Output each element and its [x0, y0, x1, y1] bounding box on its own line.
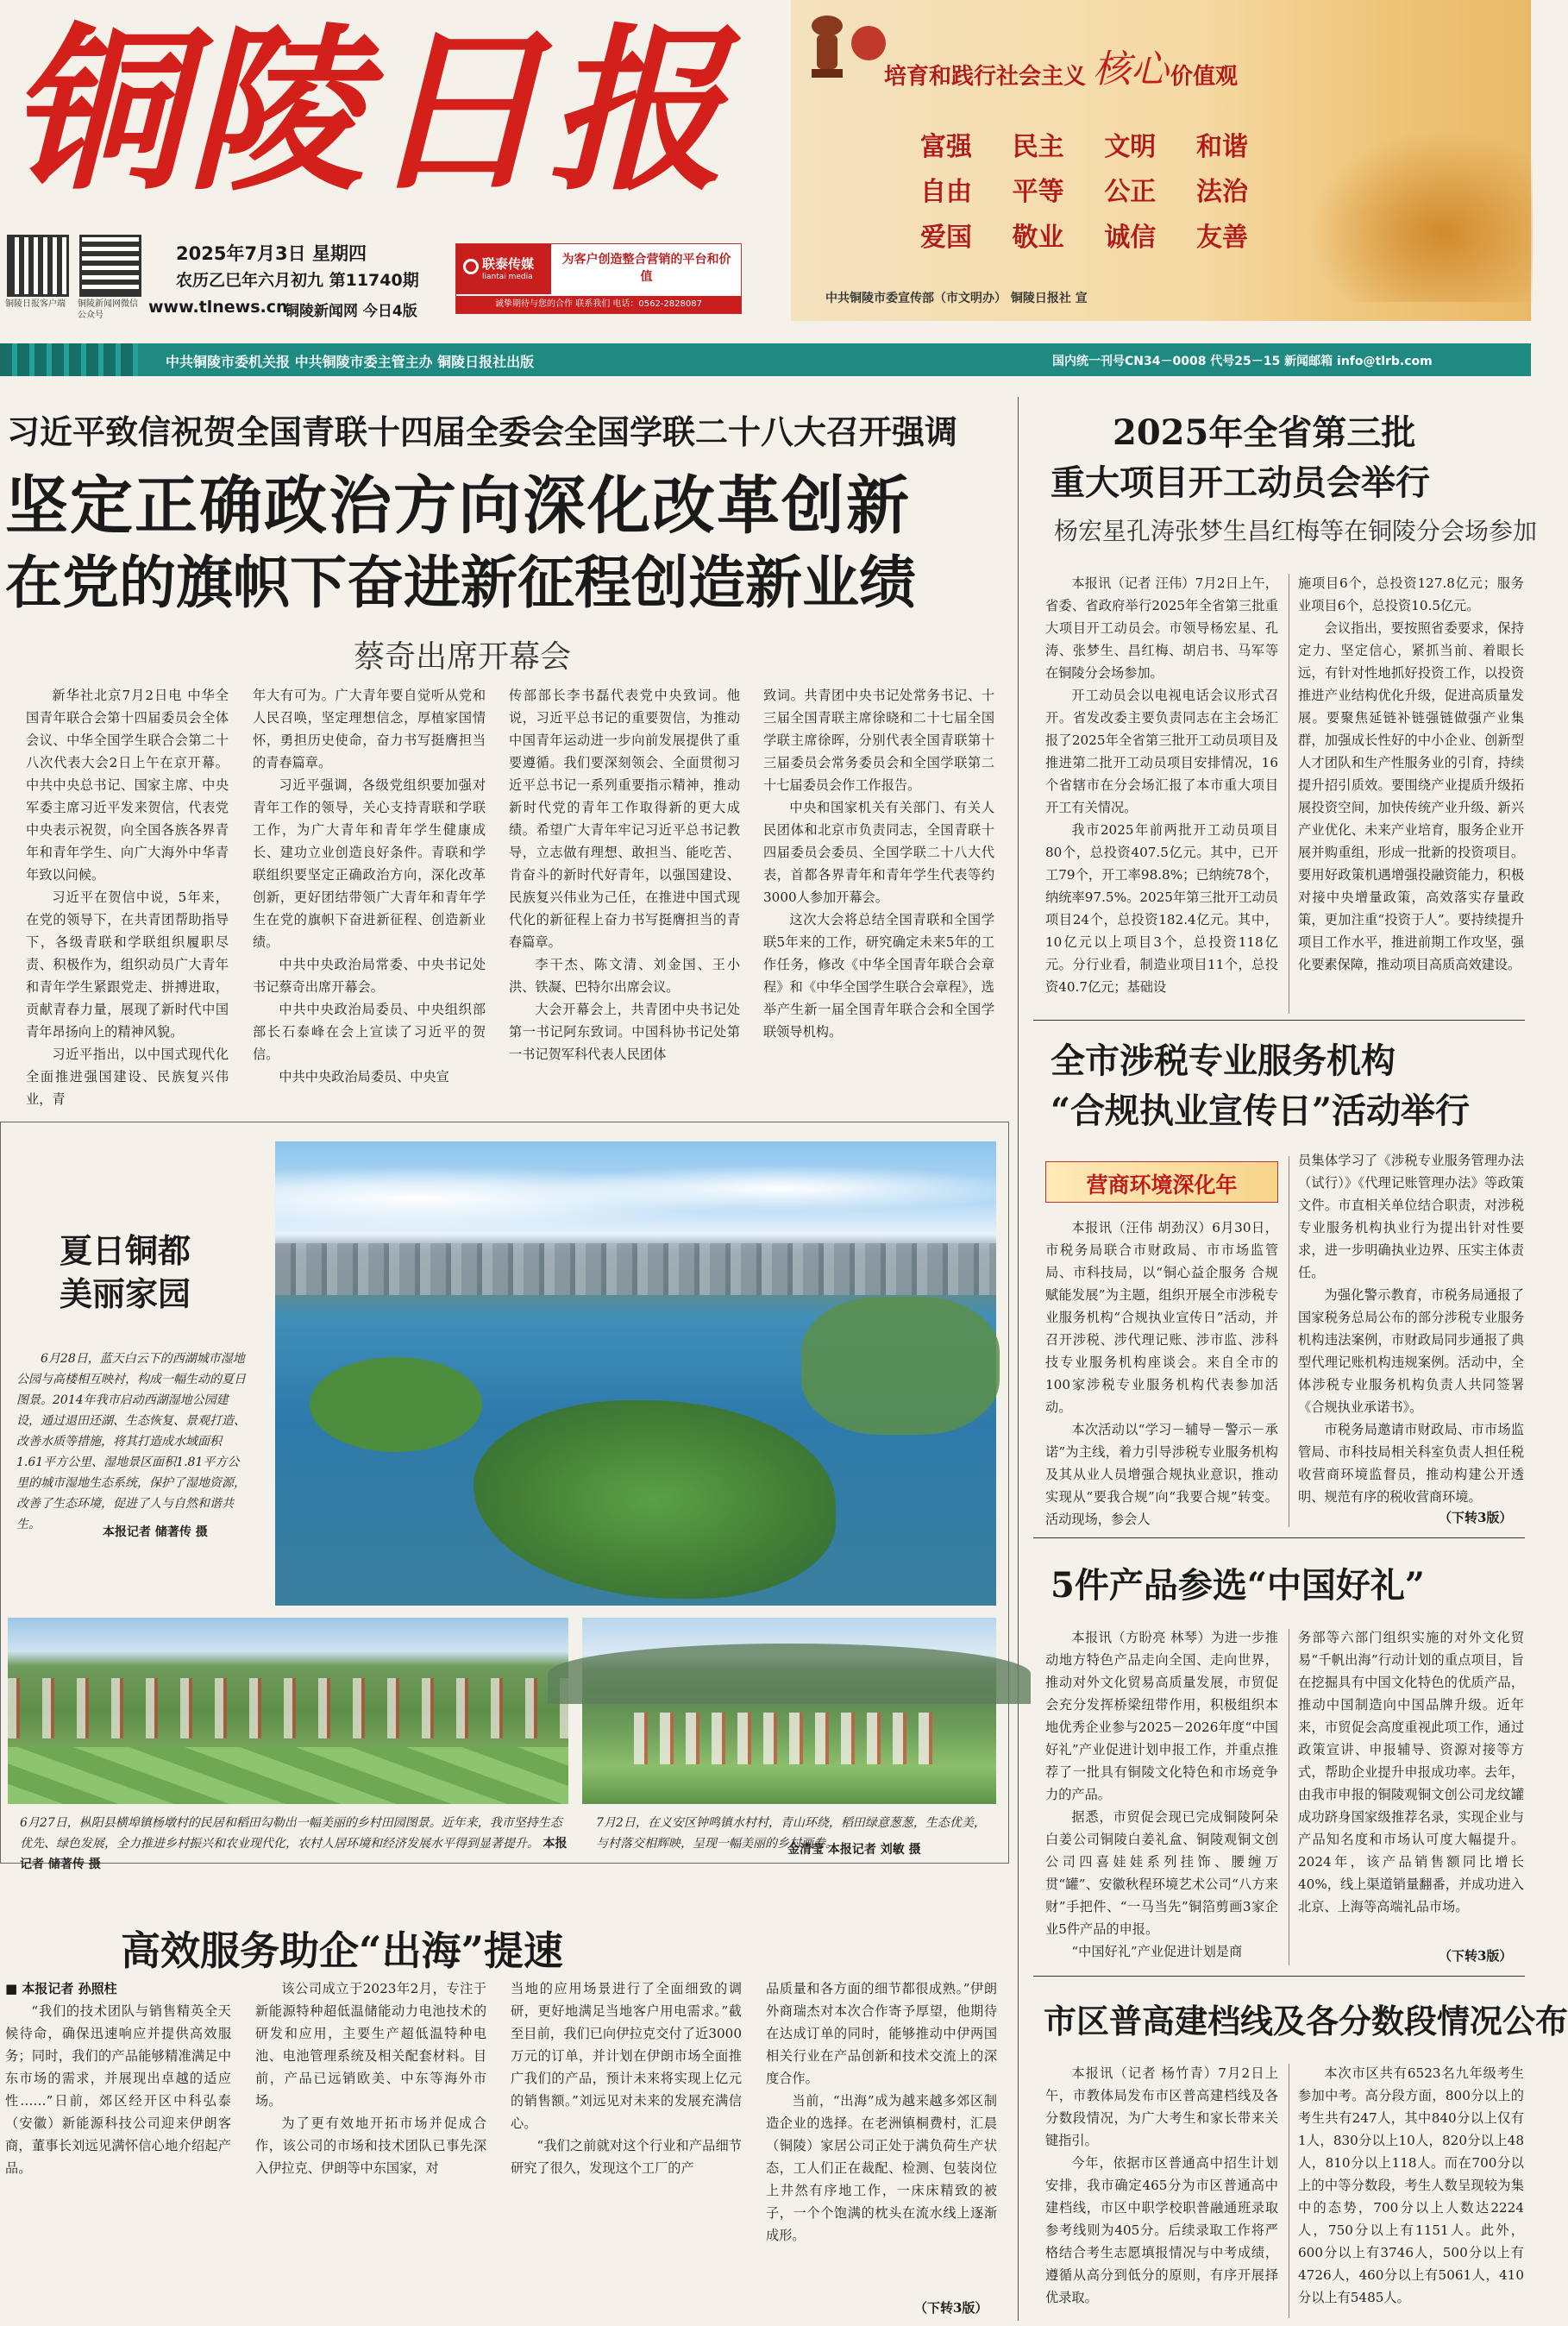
lead-p5: 习近平强调，各级党组织要加强对青年工作的领导，关心支持青联和学联工作，为广大青年和青年学生健康成长、建功立业创造良好条件。青联和学联组织要坚定正确政治方向，深化改革创新，更好团结带领广大青年和青年学生在党的旗帜下奋进新征程、创造新业绩。 — [253, 777, 486, 950]
ad-slogan: 为客户创造整合营销的平台和价值 — [561, 253, 731, 284]
website-suffix: 铜陵新闻网 今日4版 — [285, 303, 417, 320]
lead-p8: 中共中央政治局委员、中央宣 — [279, 1069, 449, 1084]
wetland-island-shape — [474, 1400, 836, 1599]
export-byline: ■ 本报记者 孙照柱 — [5, 1981, 117, 1996]
banner-title-a: 培育和践行社会主义 — [884, 64, 1087, 90]
exam-p3: 本次市区共有6523名九年级考生参加中考。高分段方面，800分以上的考生共有247人，其中840分以上仅有1人，830分以上10人，820分以上48人，810分以上118人。而在700分以上的中等分数段，考生人数呈现较为集中的态势，700分以上人数达2224人，750分以上有1151人。此外，600分以上有3746人，500分以上有4726人，460分以上有5061人，410分以上有5485人。 — [1298, 2065, 1524, 2305]
rural-photo-2-caption: 7月2日，在义安区钟鸣镇水村村，青山环绕，稻田绿意葱葱，生态优美，与村落交相辉映，呈现一幅美丽的乡村画卷。 — [596, 1816, 986, 1851]
project-p3: 我市2025年前两批开工动员项目80个，总投资407.5亿元。其中，已开工79个，开工率98.8%；已纳统78个，纳统率97.5%。2025年第三批开工动员项目24个，总投资182.4亿元。其中，10亿元以上项目3个，总投资118亿元。分行业看，制造业项目11个，总投资40.7亿元；基础设 — [1045, 822, 1278, 995]
banner-title-c: 价值观 — [1170, 64, 1239, 90]
hills-shape — [548, 1644, 1031, 1704]
project-p5: 会议指出，要按照省委要求，保持定力、坚定信心，紧抓当前、着眼长远，有针对性地抓好投资工作，以投资推进产业结构优化升级，促进高质量发展。要聚焦延链补链强链做强产业集群，加强成长性好的中小企业、创新型人才团队和生产性服务业的引育，持续提升招引质效。要围绕产业提质升级拓展投资空间，加快传统产业升级、新兴产业优化、未来产业培育，服务企业开展并购重组，形成一批新的投资项目。要用好政策机遇增强投融资能力，积极对接中央增量政策，高效落实存量政策，更加注重“投资于人”。要持续提升项目工作水平，推进前期工作攻坚，强化要素保障，推动项目高质高效建设。 — [1298, 620, 1524, 972]
rural-photo-2-credit: 金清莹 本报记者 刘敏 摄 — [787, 1843, 921, 1857]
tax-p2: 本次活动以“学习－辅导－警示－承诺”为主线，着力引导涉税专业服务机构及其从业人员增强合规执业意识，推动实现从“要我合规”向“我要合规”转变。活动现场，参会人 — [1045, 1422, 1278, 1527]
tax-p1: 本报讯（汪伟 胡劲汉）6月30日，市税务局联合市财政局、市市场监管局、市科技局，以“铜心益企服务 合规赋能发展”为主题，组织开展全市涉税专业服务机构“合规执业宣传日”活动，并召开涉税、涉代理记账、涉市监、涉科技专业服务机构座谈会。来自全市的100家涉税专业服务机构代表参加活动。 — [1045, 1220, 1278, 1415]
ad-logo-sub: liantai media — [482, 273, 533, 281]
export-p6: 品质量和各方面的细节都很成熟。”伊朗外商瑞杰对本次合作寄予厚望，他期待在达成订单的同时，能够推动中伊两国相关行业在产品创新和技术交流上的深度合作。 — [766, 1981, 997, 2086]
project-headline-2: 重大项目开工动员会举行 — [1051, 462, 1430, 503]
village-houses-shape — [8, 1678, 568, 1738]
clouds-shape — [275, 1141, 996, 1236]
gift-p4: 务部等六部门组织实施的对外文化贸易“千帆出海”行动计划的重点项目，旨在挖掘具有中国文化特色的优质产品，推动中国制造向中国品牌升级。近年来，市贸促会高度重视此项工作，通过政策宣讲、申报辅导、资源对接等方式，帮助企业提升申报成功率。去年，由我市申报的铜陵观铜文创公司龙纹罐成功跻身国家级推荐名录，实现企业与产品知名度和市场认可度大幅提升。2024年，该产品销售额同比增长40%，线上渠道销量翻番，并成功进入北京、上海等高端礼品市场。 — [1298, 1630, 1524, 1914]
lead-kicker: 习近平致信祝贺全国青联十四届全委会全国学联二十八大召开强调 — [7, 412, 958, 451]
ad-logo-mark-icon — [463, 259, 479, 274]
export-p4: 当地的应用场景进行了全面细致的调研，更好地满足当地客户用电需求。”截至目前，我们已向伊拉克交付了近3000万元的订单，并计划在伊朗市场全面推广我们的产品，预计未来将实现上亿元的销售额。”刘远见对未来的发展充满信心。 — [511, 1981, 742, 2131]
export-p3: 为了更有效地开拓市场并促成合作，该公司的市场和技术团队已事先深入伊拉克、伊朗等中东国家，对 — [255, 2115, 486, 2176]
gift-p2: 据悉，市贸促会现已完成铜陵阿朵白姜公司铜陵白姜礼盒、铜陵观铜文创公司四喜娃娃系列挂饰、腰缠万贯“罐”、安徽秋程环境艺术公司“八方来财”手把件、“一马当先”铜箔剪画3家企业5件产品的申报。 — [1045, 1809, 1278, 1937]
photo-title-1: 夏日铜都 — [60, 1231, 191, 1270]
project-p2: 开工动员会以电视电话会议形式召开。省发改委主要负责同志在主会场汇报了2025年全省第三批开工动员项目及推进第二批开工动员项目安排情况，16个省辖市在分会场汇报了本市重大项目开工有关情况。 — [1045, 688, 1278, 815]
project-subhead: 杨宏星孔涛张梦生昌红梅等在铜陵分会场参加 — [1054, 517, 1538, 545]
rural-village-photo-1[interactable] — [8, 1618, 568, 1804]
qr-code-wechat[interactable] — [79, 235, 141, 297]
value-youshan: 友善 — [1195, 223, 1248, 253]
value-jingye: 敬业 — [1012, 223, 1064, 253]
masthead — [0, 0, 1531, 332]
value-chengxin: 诚信 — [1104, 223, 1157, 253]
tax-p3: 员集体学习了《涉税专业服务管理办法（试行）》《代理记账管理办法》等政策文件。市直相关单位结合职责，对涉税专业服务机构执业行为提出针对性要求，进一步明确执业边界、压实主体责任。 — [1298, 1153, 1524, 1280]
tax-badge — [1045, 1161, 1278, 1203]
decorative-pattern-icon — [0, 343, 138, 376]
ad-logo — [456, 244, 551, 294]
village-roofs-shape — [634, 1713, 944, 1764]
lead-col-4 — [763, 684, 994, 1124]
value-ziyou: 自由 — [920, 177, 972, 207]
gift-p1: 本报讯（方盼亮 林琴）为进一步推动地方特色产品走向全国、走向世界，推动对外文化贸易高质量发展，市贸促会充分发挥桥梁纽带作用，积极组织本地优秀企业参与2025－2026年度“中国好礼”产业促进计划申报工作，并重点推荐了一批具有铜陵文化特色和市场竞争力的产品。 — [1045, 1630, 1278, 1802]
lead-headline-2: 在党的旗帜下奋进新征程创造新业绩 — [5, 549, 916, 616]
value-aiguo: 爱国 — [920, 223, 972, 253]
rule-project — [1033, 1020, 1525, 1021]
lead-p2: 习近平在贺信中说，5年来，在党的领导下，在共青团帮助指导下，各级青联和学联组织履职尽责、积极作为，组织动员广大青年和青年学生紧跟党走、拼搏进取，贡献青春力量，展现了新时代中国青年昂扬向上的精神风貌。 — [26, 890, 229, 1040]
project-headline-1: 2025年全省第三批 — [1113, 412, 1416, 453]
value-minzhu: 民主 — [1012, 132, 1064, 162]
strip-right: 国内统一刊号CN34－0008 代号25－15 新闻邮箱 info@tlrb.com — [1052, 355, 1433, 368]
rule-gift — [1033, 1976, 1525, 1977]
exam-p1: 本报讯（记者 杨竹青）7月2日上午，市教体局发布市区普高建档线及各分数段情况，为广大考生和家长带来关键指引。 — [1045, 2065, 1278, 2148]
lead-col-2 — [253, 684, 486, 1124]
exam-col-1 — [1045, 2062, 1278, 2321]
skyline-shape — [275, 1243, 996, 1295]
export-p2: 该公司成立于2023年2月，专注于新能源特种超低温储能动力电池技术的研发和应用，主要生产超低温特种电池、电池管理系统及相关配套材料。目前，产品已远销欧美、中东等海外市场。 — [255, 1981, 486, 2109]
exam-p2: 今年，依据市区普通高中招生计划安排，我市确定465分为市区普通高中建档线，市区中职学校职普融通班录取参考线则为405分。后续录取工作将严格结合考生志愿填报情况与中考成绩，遵循从高分到低分的原则，有序开展择优录取。 — [1045, 2155, 1278, 2305]
lead-p9: 传部部长李书磊代表党中央致词。他说，习近平总书记的重要贺信，为推动中国青年运动进一步向前发展提供了重要遵循。我们要深刻领会、全面贯彻习近平总书记一系列重要指示精神，推动新时代党的青年工作取得新的更大成绩。希望广大青年牢记习近平总书记教导，立志做有理想、敢担当、能吃苦、肯奋斗的新时代好青年，以强国建设、民族复兴伟业为己任，在推进中国式现代化的新征程上奋力书写挺膺担当的青春篇章。 — [509, 688, 740, 950]
export-continued[interactable]: （下转3版） — [914, 2300, 988, 2316]
export-headline: 高效服务助企“出海”提速 — [121, 1927, 563, 1974]
lead-p1: 新华社北京7月2日电 中华全国青年联合会第十四届委员会全体会议、中华全国学生联合会第二十八次代表大会2日上午在京开幕。中共中央总书记、国家主席、中央军委主席习近平发来贺信，代表党中央表示祝贺，向全国各族各界青年和青年学生、向广大海外中华青年致以问候。 — [26, 688, 229, 883]
lead-p7: 中共中央政治局委员、中央组织部部长石泰峰在会上宣读了习近平的贺信。 — [253, 1002, 486, 1062]
export-p7: 当前，“出海”成为越来越多郊区制造企业的选择。在老洲镇桐费村，汇晨（铜陵）家居公司正处于满负荷生产状态，工人们正在裁配、检测、包装岗位上井然有序地工作，一床床精致的被子，一个个饱满的枕头在流水线上逐渐成形。 — [766, 2093, 997, 2243]
lead-p14: 这次大会将总结全国青联和全国学联5年来的工作，研究确定未来5年的工作任务，修改《中华全国青年联合会章程》和《中华全国学生联合会章程》，选举产生新一届全国青年联合会和全国学联领导机构。 — [763, 912, 994, 1040]
export-col-2 — [255, 1977, 486, 2321]
project-p4: 施项目6个，总投资127.8亿元；服务业项目6个，总投资10.5亿元。 — [1298, 575, 1524, 613]
lead-headline-1: 坚定正确政治方向深化改革创新 — [5, 468, 911, 543]
rule-tax — [1033, 1537, 1525, 1538]
values-row-1 — [920, 125, 1248, 163]
bronze-figure-icon — [803, 12, 851, 81]
lead-p3: 习近平指出，以中国式现代化全面推进强国建设、民族复兴伟业，青 — [26, 1047, 229, 1107]
ad-phone: 诚挚期待与您的合作 联系我们 电话：0562-2828087 — [456, 296, 741, 313]
tax-p4: 为强化警示教育，市税务局通报了国家税务总局公布的部分涉税专业服务机构违法案例，市财政局同步通报了典型代理记账机构违规案例。活动中，全体涉税专业服务机构负责人共同签署《合规执业承诺书》。 — [1298, 1287, 1524, 1415]
rural-village-photo-2[interactable] — [582, 1618, 996, 1804]
gift-col-1 — [1045, 1626, 1278, 1967]
export-p1: “我们的技术团队与销售精英全天候待命，确保迅速响应并提供高效服务；同时，我们的产品能够精准满足中东市场的需求，并展现出卓越的适应性……”日前，郊区经开区中科弘泰（安徽）新能源科技公司迎来伊朗客商，董事长刘远见满怀信心地介绍起产品。 — [5, 2003, 231, 2176]
lead-p6: 中共中央政治局常委、中央书记处书记蔡奇出席开幕会。 — [253, 957, 486, 995]
photo-intro: 6月28日，蓝天白云下的西湖城市湿地公园与高楼相互映衬，构成一幅生动的夏日图景。2014年我市启动西湖湿地公园建设，通过退田还湖、生态恢复、景观打造、改善水质等措施，将其打造成水域面积1.61平方公里、湿地景区面积1.81平方公里的城市湿地生态系统，保护了湿地资源，改善了生态环境，促进了人与自然和谐共生。 — [16, 1352, 246, 1531]
value-pingdeng: 平等 — [1012, 177, 1064, 207]
decorative-cloud-icon — [1308, 129, 1533, 302]
gift-headline: 5件产品参选“中国好礼” — [1051, 1565, 1425, 1606]
export-col-1 — [5, 2000, 231, 2321]
qr-code-app[interactable] — [7, 235, 69, 297]
tax-p5: 市税务局邀请市财政局、市市场监管局、市科技局相关科室负责人担任税收营商环境监督员，推动构建公开透明、规范有序的税收营商环境。 — [1298, 1422, 1524, 1505]
tax-continued[interactable]: （下转3版） — [1439, 1510, 1513, 1525]
values-row-3 — [920, 216, 1248, 254]
lead-p12: 致词。共青团中央书记处常务书记、十三届全国青联主席徐晓和二十七届全国学联主席徐晖，分别代表全国青联第十三届委员会常务委员会和全国学联第二十七届委员会作工作报告。 — [763, 688, 994, 793]
project-col-1 — [1045, 572, 1278, 1016]
exam-col-2 — [1298, 2062, 1524, 2321]
gift-col-2 — [1298, 1626, 1524, 1941]
export-p5: “我们之前就对这个行业和产品细节研究了很久，发现这个工厂的产 — [511, 2138, 742, 2176]
issue-date: 2025年7月3日 星期四 — [176, 243, 367, 264]
value-wenming: 文明 — [1104, 132, 1157, 162]
project-col-2 — [1298, 572, 1524, 1016]
photo-intro-credit: 本报记者 储著传 摄 — [103, 1525, 208, 1539]
gift-continued[interactable]: （下转3版） — [1439, 1948, 1513, 1964]
website-url[interactable]: www.tlnews.cn — [148, 298, 288, 317]
values-banner — [791, 0, 1531, 321]
lead-p13: 中央和国家机关有关部门、有关人民团体和北京市负责同志，全国青联十四届委员会委员、全国学联二十八大代表，首都各界青年和青年学生代表等约3000人参加开幕会。 — [763, 800, 994, 905]
lead-col-1 — [26, 684, 229, 1124]
photo-title-2: 美丽家园 — [60, 1274, 191, 1313]
value-fazhi: 法治 — [1195, 177, 1248, 207]
project-p1: 本报讯（记者 汪伟）7月2日上午，省委、省政府举行2025年全省第三批重大项目开工动员会。市领导杨宏星、孔涛、张梦生、昌红梅、胡启书、马军等在铜陵分会场参加。 — [1045, 575, 1278, 681]
photo-feature — [0, 1122, 1009, 1871]
value-gongzheng: 公正 — [1104, 177, 1157, 207]
wetland-shore-shape — [801, 1297, 1000, 1435]
strip-left: 中共铜陵市委机关报 中共铜陵市委主管主办 铜陵日报社出版 — [166, 354, 535, 370]
rural-photo-1-credit: 本报记者 储著传 摄 — [20, 1837, 568, 1871]
qr-label-wechat: 铜陵新闻网微信公众号 — [78, 299, 138, 320]
exam-headline: 市区普高建档线及各分数段情况公布 — [1044, 2002, 1568, 2040]
wetland-islet-shape — [310, 1357, 482, 1452]
seal-icon — [851, 26, 886, 60]
banner-credit: 中共铜陵市委宣传部（市文明办） 铜陵日报社 宣 — [825, 292, 1088, 305]
rural-photo-1-caption — [20, 1813, 572, 1871]
banner-title-b: 核心 — [1093, 47, 1169, 91]
tax-col-1 — [1045, 1216, 1278, 1536]
divider-vertical-main — [1018, 397, 1019, 2321]
newspaper-title: 铜陵日报 — [7, 8, 728, 215]
qr-label-app: 铜陵日报客户端 — [5, 299, 66, 309]
values-row-2 — [920, 170, 1248, 208]
value-fuqiang: 富强 — [920, 132, 972, 162]
lead-col-3 — [509, 684, 740, 1124]
lead-subhead: 蔡奇出席开幕会 — [354, 639, 572, 675]
lead-p4: 年大有可为。广大青年要自觉听从党和人民召唤，坚定理想信念，厚植家国情怀，勇担历史使命，奋力书写挺膺担当的青春篇章。 — [253, 688, 486, 770]
lead-p11: 大会开幕会上，共青团中央书记处第一书记阿东致词。中国科协书记处第一书记贺军科代表人民团体 — [509, 1002, 740, 1062]
lunar-date: 农历乙巳年六月初九 第11740期 — [176, 271, 419, 290]
export-col-4 — [766, 1977, 997, 2298]
export-col-3 — [511, 1977, 742, 2321]
tax-headline-2: “合规执业宣传日”活动举行 — [1051, 1091, 1471, 1131]
rural-photo-1-caption-text: 6月27日，枞阳县横埠镇杨墩村的民居和稻田勾勒出一幅美丽的乡村田园图景。近年来，我市坚持生态优先、绿色发展，全力推进乡村振兴和农业现代化，农村人居环境和经济发展水平得到显著提升。 — [20, 1816, 562, 1851]
ad-logo-text: 联泰传媒 — [482, 256, 535, 272]
tax-badge-text: 营商环境深化年 — [1086, 1172, 1238, 1198]
lead-p10: 李干杰、陈文清、刘金国、王小洪、铁凝、巴特尔出席会议。 — [509, 957, 740, 995]
ricefield-shape — [8, 1747, 568, 1804]
wetland-park-photo[interactable] — [275, 1141, 996, 1606]
gift-p3: “中国好礼”产业促进计划是商 — [1071, 1944, 1243, 1959]
tax-col-2 — [1298, 1149, 1524, 1505]
value-hexie: 和谐 — [1195, 132, 1248, 162]
ad-box[interactable] — [455, 243, 742, 314]
info-strip — [0, 343, 1531, 376]
tax-headline-1: 全市涉税专业服务机构 — [1051, 1040, 1396, 1081]
